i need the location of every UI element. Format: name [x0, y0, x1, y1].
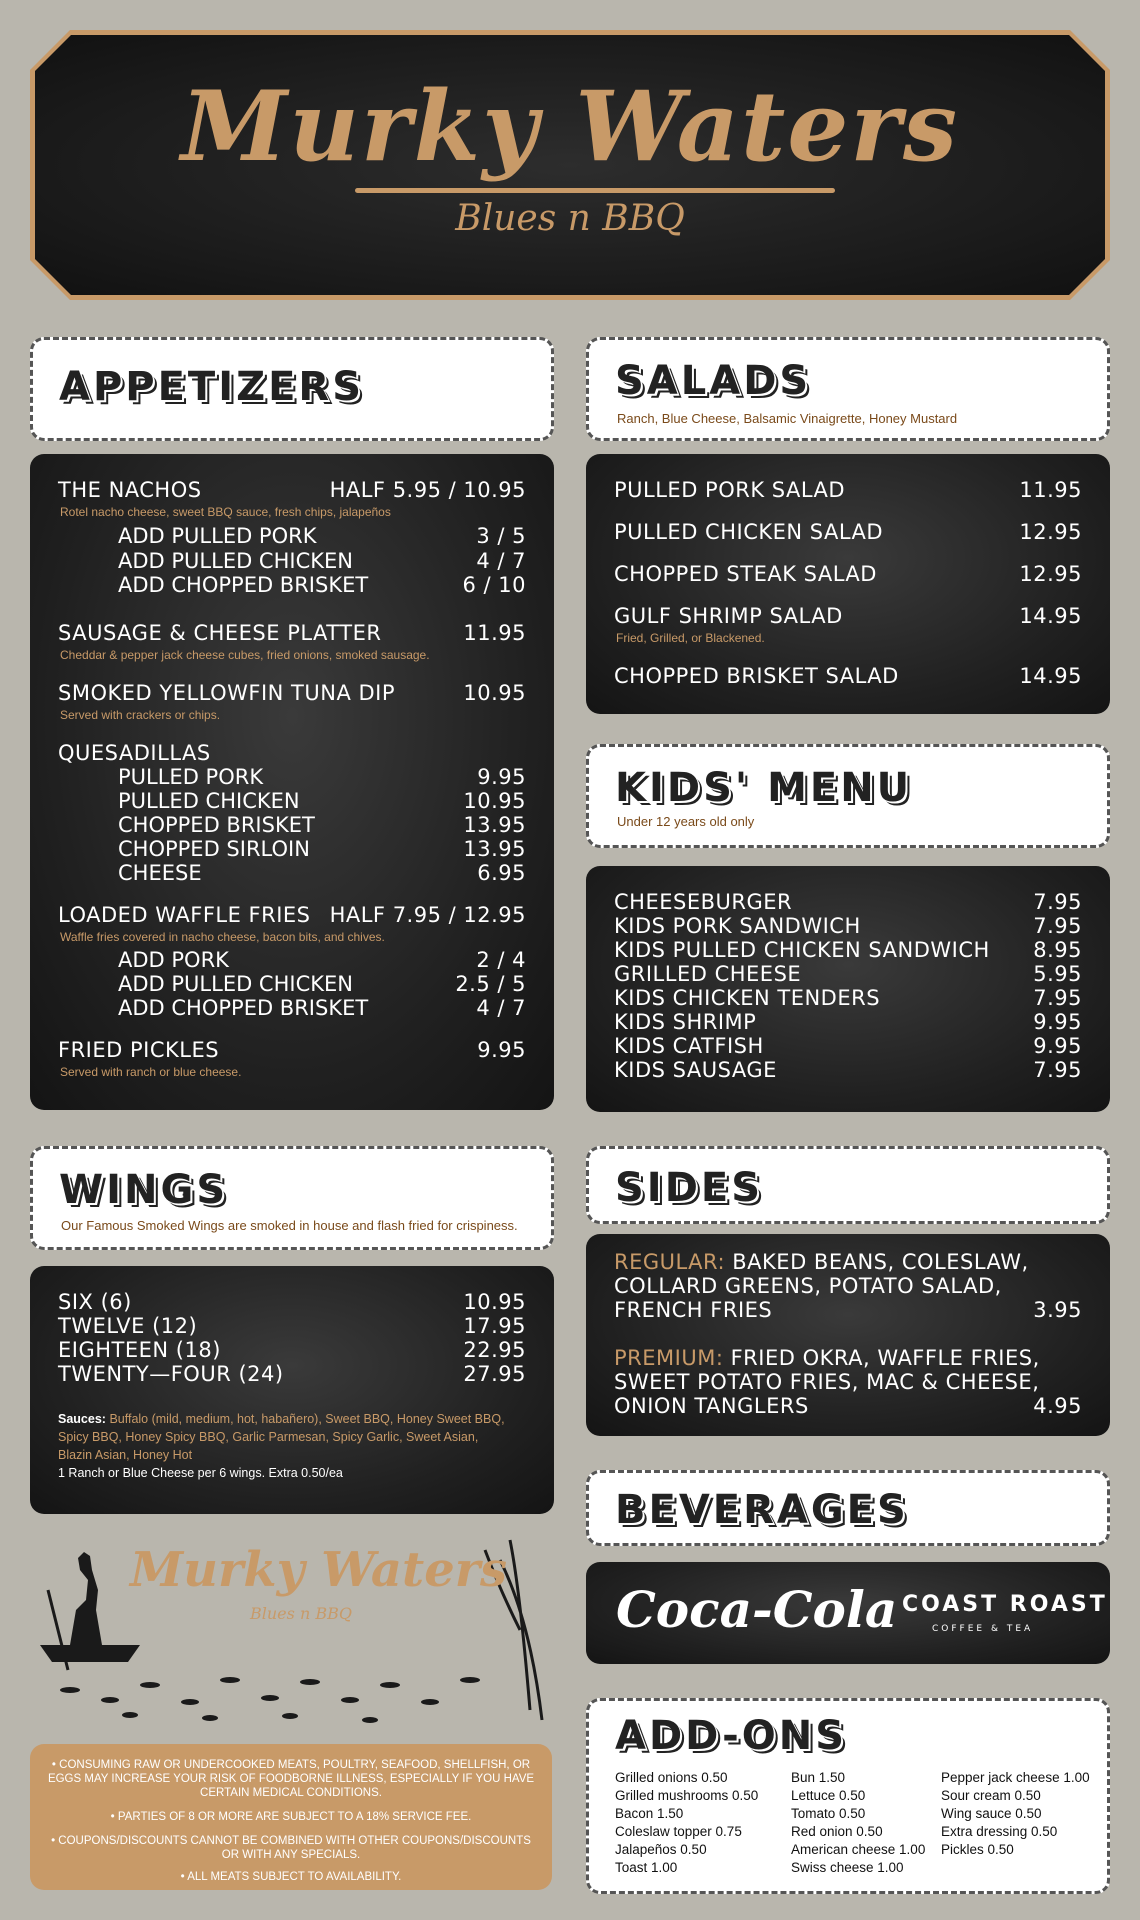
- sides-regular-items: COLLARD GREENS, POTATO SALAD,: [614, 1274, 1002, 1298]
- item-price: 9.95: [1033, 1034, 1082, 1058]
- item-price: 7.95: [1033, 914, 1082, 938]
- item-name: EIGHTEEN (18): [58, 1338, 221, 1362]
- addon-price: 4 / 7: [476, 549, 526, 573]
- item-desc: Cheddar & pepper jack cheese cubes, fried onions, smoked sausage.: [60, 648, 430, 662]
- addon-item: Bun 1.50: [791, 1770, 846, 1785]
- salads-panel: [586, 454, 1110, 714]
- addons-col-3: [941, 1769, 1090, 1859]
- addon-item: Extra dressing 0.50: [941, 1824, 1058, 1839]
- addon-name: ADD CHOPPED BRISKET: [118, 996, 369, 1020]
- sides-panel: [586, 1234, 1110, 1436]
- wings-subtitle: Our Famous Smoked Wings are smoked in house and flash fried for crispiness.: [61, 1218, 518, 1233]
- addons-title: ADD-ONS: [615, 1713, 847, 1759]
- item-name: KIDS SAUSAGE: [614, 1058, 777, 1082]
- beverages-panel: [586, 1562, 1110, 1664]
- item-price: HALF 5.95 / 10.95: [329, 478, 526, 502]
- item-price: HALF 7.95 / 12.95: [329, 903, 526, 927]
- addon-item: Grilled mushrooms 0.50: [615, 1788, 759, 1803]
- addons-col-2: [791, 1769, 925, 1877]
- brand-logo-title: Murky Waters: [180, 70, 960, 183]
- option-price: 13.95: [463, 837, 526, 861]
- addon-item: American cheese 1.00: [791, 1842, 926, 1857]
- addon-item: Pepper jack cheese 1.00: [941, 1770, 1090, 1785]
- logo-underline: [355, 188, 835, 193]
- item-name: SAUSAGE & CHEESE PLATTER: [58, 621, 382, 645]
- sides-premium-items: ONION TANGLERS: [614, 1394, 809, 1418]
- addon-name: ADD PORK: [118, 948, 229, 972]
- item-desc: Served with ranch or blue cheese.: [60, 1065, 242, 1079]
- option-name: PULLED PORK: [118, 765, 264, 789]
- item-price: 10.95: [463, 1290, 526, 1314]
- addons-card: [586, 1698, 1110, 1894]
- item-name: TWENTY—FOUR (24): [58, 1362, 284, 1386]
- item-name: KIDS PORK SANDWICH: [614, 914, 861, 938]
- appetizers-header: [30, 337, 554, 441]
- item-name: KIDS CHICKEN TENDERS: [614, 986, 881, 1010]
- item-desc: Waffle fries covered in nacho cheese, bacon bits, and chives.: [60, 930, 385, 944]
- addon-item: Jalapeños 0.50: [615, 1842, 707, 1857]
- disclaimer-line: • COUPONS/DISCOUNTS CANNOT BE COMBINED WITH OTHER COUPONS/DISCOUNTS: [51, 1835, 531, 1847]
- addon-item: Red onion 0.50: [791, 1824, 883, 1839]
- salads-title: SALADS: [615, 358, 812, 404]
- addon-item: Bacon 1.50: [615, 1806, 684, 1821]
- addon-item: Lettuce 0.50: [791, 1788, 866, 1803]
- sides-regular-price: 3.95: [1033, 1298, 1082, 1322]
- secondary-logo-tagline: Blues n BBQ: [250, 1604, 352, 1623]
- dressing-note: 1 Ranch or Blue Cheese per 6 wings. Extra 0.50/ea: [58, 1466, 343, 1480]
- addon-price: 3 / 5: [476, 524, 526, 548]
- beverages-header: [586, 1470, 1110, 1546]
- salads-header: [586, 337, 1110, 441]
- item-name: SIX (6): [58, 1290, 132, 1314]
- item-price: 7.95: [1033, 890, 1082, 914]
- item-price: 17.95: [463, 1314, 526, 1338]
- item-price: 14.95: [1019, 604, 1082, 628]
- item-desc: Served with crackers or chips.: [60, 708, 221, 722]
- item-desc: Fried, Grilled, or Blackened.: [616, 631, 765, 645]
- item-price: 12.95: [1019, 562, 1082, 586]
- disclaimer-line: OR WITH ANY SPECIALS.: [221, 1849, 361, 1861]
- addon-name: ADD PULLED CHICKEN: [118, 972, 353, 996]
- item-name: KIDS CATFISH: [614, 1034, 764, 1058]
- item-name: PULLED CHICKEN SALAD: [614, 520, 884, 544]
- item-price: 9.95: [477, 1038, 526, 1062]
- item-price: 10.95: [463, 681, 526, 705]
- sauces-list: [58, 1410, 514, 1482]
- item-desc: Rotel nacho cheese, sweet BBQ sauce, fresh chips, jalapeños: [60, 505, 391, 519]
- kids-header: [586, 744, 1110, 848]
- disclaimer-line: EGGS MAY INCREASE YOUR RISK OF FOODBORNE ILLNESS, ESPECIALLY IF YOU HAVE: [47, 1773, 535, 1785]
- appetizers-panel: [30, 454, 554, 1110]
- item-price: 11.95: [1019, 478, 1082, 502]
- brand-logo-tagline: Blues n BBQ: [455, 198, 685, 239]
- option-price: 9.95: [477, 765, 526, 789]
- sides-title: SIDES: [615, 1165, 764, 1211]
- option-price: 6.95: [477, 861, 526, 885]
- kids-panel: [586, 866, 1110, 1112]
- sides-premium-items: FRIED OKRA, WAFFLE FRIES,: [730, 1346, 1040, 1370]
- item-price: 7.95: [1033, 986, 1082, 1010]
- item-price: 11.95: [463, 621, 526, 645]
- item-name: QUESADILLAS: [58, 741, 211, 765]
- item-name: KIDS SHRIMP: [614, 1010, 757, 1034]
- addon-item: Toast 1.00: [615, 1860, 678, 1875]
- option-price: 10.95: [463, 789, 526, 813]
- sauces-label: Sauces:: [58, 1412, 106, 1426]
- item-name: CHOPPED BRISKET SALAD: [614, 664, 899, 688]
- item-price: 12.95: [1019, 520, 1082, 544]
- sides-premium-label: PREMIUM:: [614, 1346, 724, 1370]
- item-name: LOADED WAFFLE FRIES: [58, 903, 311, 927]
- disclaimer-box: [30, 1744, 552, 1890]
- option-price: 13.95: [463, 813, 526, 837]
- sides-premium-line: [614, 1346, 1040, 1370]
- option-name: PULLED CHICKEN: [118, 789, 300, 813]
- sides-regular-label: REGULAR:: [614, 1250, 726, 1274]
- item-name: PULLED PORK SALAD: [614, 478, 846, 502]
- addons-col-1: [615, 1769, 758, 1877]
- kids-subtitle: Under 12 years old only: [617, 814, 755, 829]
- sides-header: [586, 1146, 1110, 1224]
- salads-subtitle: Ranch, Blue Cheese, Balsamic Vinaigrette, Honey Mustard: [617, 411, 958, 426]
- addon-price: 4 / 7: [476, 996, 526, 1020]
- item-name: CHEESEBURGER: [614, 890, 793, 914]
- disclaimer-line: • PARTIES OF 8 OR MORE ARE SUBJECT TO A 18% SERVICE FEE.: [110, 1811, 472, 1823]
- disclaimer-line: CERTAIN MEDICAL CONDITIONS.: [200, 1787, 382, 1799]
- item-name: CHOPPED STEAK SALAD: [614, 562, 877, 586]
- item-name: GRILLED CHEESE: [614, 962, 802, 986]
- coca-cola-logo: Coca-Cola: [616, 1580, 898, 1639]
- item-name: FRIED PICKLES: [58, 1038, 220, 1062]
- addon-price: 2 / 4: [476, 948, 526, 972]
- item-name: TWELVE (12): [58, 1314, 198, 1338]
- addon-name: ADD PULLED PORK: [118, 524, 317, 548]
- kids-title: KIDS' MENU: [615, 765, 913, 811]
- coast-roast-sub: COFFEE & TEA: [932, 1624, 1034, 1634]
- wings-panel: [30, 1266, 554, 1514]
- sides-regular-items: FRENCH FRIES: [614, 1298, 773, 1322]
- item-name: SMOKED YELLOWFIN TUNA DIP: [58, 681, 396, 705]
- wings-title: WINGS: [59, 1167, 229, 1213]
- beverages-title: BEVERAGES: [615, 1487, 909, 1533]
- item-price: 8.95: [1033, 938, 1082, 962]
- addon-name: ADD CHOPPED BRISKET: [118, 573, 369, 597]
- item-price: 22.95: [463, 1338, 526, 1362]
- wings-header: [30, 1146, 554, 1250]
- addon-item: Sour cream 0.50: [941, 1788, 1041, 1803]
- item-price: 9.95: [1033, 1010, 1082, 1034]
- sides-regular-items: BAKED BEANS, COLESLAW,: [732, 1250, 1029, 1274]
- sides-premium-items: SWEET POTATO FRIES, MAC & CHEESE,: [614, 1370, 1040, 1394]
- secondary-logo-title: Murky Waters: [130, 1542, 508, 1598]
- item-price: 5.95: [1033, 962, 1082, 986]
- addon-price: 2.5 / 5: [455, 972, 526, 996]
- item-price: 27.95: [463, 1362, 526, 1386]
- option-name: CHOPPED SIRLOIN: [118, 837, 310, 861]
- coast-roast-logo: COAST ROAST: [902, 1592, 1108, 1617]
- sides-premium-price: 4.95: [1033, 1394, 1082, 1418]
- addon-price: 6 / 10: [462, 573, 526, 597]
- addon-item: Coleslaw topper 0.75: [615, 1824, 742, 1839]
- item-name: THE NACHOS: [58, 478, 202, 502]
- disclaimer-line: • CONSUMING RAW OR UNDERCOOKED MEATS, POULTRY, SEAFOOD, SHELLFISH, OR: [51, 1759, 531, 1771]
- item-price: 14.95: [1019, 664, 1082, 688]
- addon-item: Swiss cheese 1.00: [791, 1860, 904, 1875]
- appetizers-title: APPETIZERS: [59, 364, 365, 410]
- addon-item: Wing sauce 0.50: [941, 1806, 1042, 1821]
- item-name: KIDS PULLED CHICKEN SANDWICH: [614, 938, 990, 962]
- addon-name: ADD PULLED CHICKEN: [118, 549, 353, 573]
- addon-item: Grilled onions 0.50: [615, 1770, 728, 1785]
- item-price: 7.95: [1033, 1058, 1082, 1082]
- addon-item: Tomato 0.50: [791, 1806, 866, 1821]
- option-name: CHEESE: [118, 861, 202, 885]
- option-name: CHOPPED BRISKET: [118, 813, 315, 837]
- item-name: GULF SHRIMP SALAD: [614, 604, 843, 628]
- addon-item: Pickles 0.50: [941, 1842, 1014, 1857]
- sauces-text: Buffalo (mild, medium, hot, habañero), Sweet BBQ, Honey Sweet BBQ, Spicy BBQ, Honey Spicy BBQ, Garlic Parmesan, Spicy Garlic, Sweet Asian, Blazin Asian, Honey Hot: [58, 1412, 505, 1462]
- sides-regular-line: [614, 1250, 1029, 1274]
- disclaimer-line: • ALL MEATS SUBJECT TO AVAILABILITY.: [180, 1871, 402, 1883]
